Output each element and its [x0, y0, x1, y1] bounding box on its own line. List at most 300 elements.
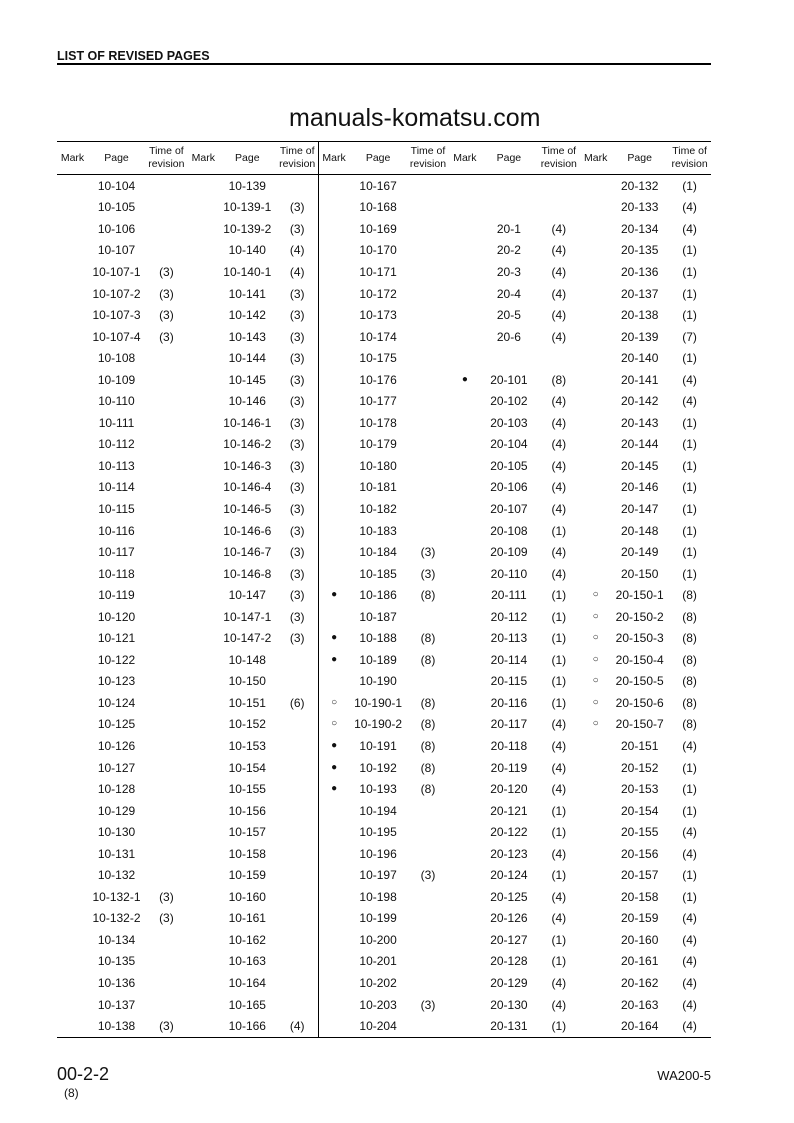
page-number: 10-121 [97, 631, 136, 646]
page-number: 20-156 [621, 846, 659, 861]
page-number: 10-151 [228, 695, 266, 710]
page-number: 10-204 [359, 1019, 397, 1034]
revision-number: (1) [551, 868, 567, 883]
revision-number: (1) [682, 243, 697, 258]
table-header [57, 141, 711, 175]
revision-number: (3) [289, 458, 305, 473]
page-number: 10-146-8 [223, 566, 272, 581]
page-number: 10-107-1 [92, 264, 141, 279]
table-row [57, 498, 711, 520]
revision-number: (4) [551, 221, 567, 236]
page-number: 20-127 [490, 932, 528, 947]
page-number: 20-109 [490, 545, 528, 560]
revision-mark: ● [461, 373, 468, 385]
table-row [57, 908, 711, 930]
revision-number: (3) [289, 609, 305, 624]
page-number: 10-184 [359, 545, 397, 560]
revision-number: (7) [682, 329, 697, 344]
revision-number: (8) [682, 717, 697, 732]
revision-number: (1) [682, 308, 697, 323]
revision-number: (4) [551, 889, 567, 904]
page-number: 20-153 [621, 782, 659, 797]
revision-number: (1) [551, 609, 567, 624]
footer-page-number: 00-2-2 [57, 1064, 110, 1084]
page-number: 10-169 [359, 221, 397, 236]
revision-mark: ○ [331, 696, 338, 708]
revision-mark: ○ [592, 675, 599, 687]
revision-number: (1) [682, 480, 697, 495]
page-number: 10-146-3 [223, 458, 272, 473]
page-number: 10-167 [359, 178, 397, 193]
revision-number: (1) [682, 286, 697, 301]
revision-number: (3) [289, 588, 305, 603]
revision-number: (4) [551, 480, 567, 495]
page-number: 10-196 [359, 846, 397, 861]
page-number: 10-128 [97, 782, 136, 797]
page-number: 10-139-2 [223, 221, 272, 236]
footer-revision: (8) [64, 1086, 79, 1100]
revision-number: (3) [289, 308, 305, 323]
revision-mark: ● [331, 739, 338, 751]
revision-number: (8) [682, 609, 697, 624]
page-number: 20-4 [496, 286, 521, 301]
page-number: 20-130 [490, 997, 528, 1012]
page-number: 10-143 [228, 329, 266, 344]
page-number: 10-131 [97, 846, 136, 861]
revision-mark: ● [331, 589, 338, 601]
revision-number: (3) [289, 631, 305, 646]
revised-pages-table [57, 175, 711, 1038]
revision-number: (1) [682, 868, 697, 883]
revision-number: (4) [551, 243, 567, 258]
revision-mark: ● [331, 632, 338, 644]
table-row [57, 627, 711, 649]
page-number: 10-189 [359, 652, 397, 667]
revision-number: (8) [420, 738, 436, 753]
revision-number: (4) [289, 1019, 305, 1034]
revision-number: (4) [551, 264, 567, 279]
revision-number: (4) [682, 738, 697, 753]
page-number: 10-118 [98, 566, 135, 581]
page-number: 10-146-6 [223, 523, 272, 538]
revision-number: (1) [682, 803, 697, 818]
page-number: 10-157 [228, 825, 266, 840]
page-number: 10-181 [359, 480, 397, 495]
page-number: 20-158 [621, 889, 659, 904]
revision-number: (3) [159, 308, 174, 323]
revision-number: (3) [159, 286, 174, 301]
page-number: 10-183 [359, 523, 397, 538]
watermark-text: manuals-komatsu.com [289, 104, 541, 132]
revision-number: (3) [289, 480, 305, 495]
page-number: 20-129 [490, 976, 528, 990]
page-number: 10-165 [228, 997, 266, 1012]
revision-number: (4) [682, 394, 697, 409]
page-number: 10-104 [97, 178, 136, 193]
page-number: 10-175 [359, 351, 397, 366]
revision-number: (3) [420, 566, 436, 581]
page-number: 10-146-7 [223, 545, 272, 560]
page-number: 10-190-2 [354, 717, 403, 732]
revision-number: (1) [682, 501, 697, 516]
page-number: 10-110 [98, 394, 135, 409]
page-number: 10-136 [97, 976, 136, 990]
column-header-time-of-revision: Time of revision [279, 145, 316, 170]
page-number: 10-112 [98, 437, 135, 452]
page-number: 10-146-4 [223, 480, 272, 495]
page-number: 10-201 [359, 954, 397, 969]
revision-number: (3) [159, 264, 174, 279]
column-header-mark: Mark [453, 151, 477, 164]
footer-model: WA200-5 [657, 1068, 711, 1083]
page-number: 20-157 [621, 868, 659, 883]
table-row [57, 671, 711, 693]
table-row [57, 240, 711, 262]
revision-number: (4) [551, 415, 567, 430]
page-number: 10-107 [97, 243, 136, 258]
page-number: 20-125 [490, 889, 528, 904]
page-number: 10-105 [97, 200, 136, 215]
revision-number: (4) [551, 545, 567, 560]
revision-number: (3) [289, 221, 305, 236]
page-number: 10-166 [228, 1019, 266, 1034]
revision-number: (8) [682, 652, 697, 667]
revision-number: (3) [289, 501, 305, 516]
page-number: 10-107-3 [92, 308, 141, 323]
table-row [57, 218, 711, 240]
revision-number: (4) [551, 566, 567, 581]
page-number: 20-124 [490, 868, 528, 883]
page-number: 10-146-2 [223, 437, 272, 452]
page-number: 20-160 [621, 932, 659, 947]
revision-number: (3) [289, 286, 305, 301]
page-number: 10-191 [359, 738, 397, 753]
page-number: 20-150-2 [615, 609, 664, 624]
revision-number: (4) [551, 717, 567, 732]
page-number: 20-145 [621, 458, 659, 473]
revision-number: (3) [420, 997, 436, 1012]
revision-number: (4) [551, 458, 567, 473]
page-number: 20-147 [621, 501, 659, 516]
page-number: 20-150-7 [615, 717, 664, 732]
document-title: LIST OF REVISED PAGES [57, 49, 210, 63]
revision-number: (6) [289, 695, 305, 710]
table-row [57, 757, 711, 779]
column-divider [318, 141, 320, 1038]
revision-number: (1) [682, 889, 697, 904]
column-header-page: Page [627, 151, 652, 164]
table-row [57, 175, 711, 197]
page-number: 10-122 [97, 652, 136, 667]
revision-number: (1) [682, 545, 697, 560]
page-number: 20-119 [490, 760, 528, 775]
revision-number: (4) [682, 954, 697, 969]
revision-number: (8) [420, 652, 436, 667]
revision-number: (1) [682, 566, 697, 581]
page-number: 20-150 [621, 566, 659, 581]
table-row [57, 563, 711, 585]
column-header-time-of-revision: Time of revision [148, 145, 185, 170]
revision-number: (3) [159, 1019, 174, 1034]
page-number: 10-140 [228, 243, 266, 258]
page-number: 20-150-3 [615, 631, 664, 646]
page-number: 10-145 [228, 372, 266, 387]
page-number: 10-198 [359, 889, 397, 904]
page-number: 10-129 [97, 803, 136, 818]
page-number: 10-190-1 [354, 695, 403, 710]
page-number: 20-138 [621, 308, 659, 323]
revision-number: (1) [551, 588, 567, 603]
table-row [57, 197, 711, 219]
table-row [57, 369, 711, 391]
page-number: 20-164 [621, 1019, 659, 1034]
page-number: 20-117 [490, 717, 528, 732]
page-number: 10-147 [228, 588, 266, 603]
page-number: 20-150-4 [615, 652, 664, 667]
page-number: 10-135 [97, 954, 136, 969]
table-row [57, 1015, 711, 1037]
revision-number: (4) [551, 911, 567, 926]
revision-number: (4) [682, 372, 697, 387]
page-number: 20-132 [621, 178, 659, 193]
revision-mark: ○ [592, 589, 599, 601]
revision-number: (8) [682, 695, 697, 710]
page-number: 10-137 [97, 997, 136, 1012]
revision-number: (4) [551, 976, 567, 990]
page-number: 10-159 [228, 868, 266, 883]
page-number: 20-106 [490, 480, 528, 495]
page-number: 20-155 [621, 825, 659, 840]
page-number: 10-190 [359, 674, 397, 689]
revision-number: (3) [159, 329, 174, 344]
page-number: 10-141 [228, 286, 266, 301]
page-number: 20-108 [490, 523, 528, 538]
page-number: 10-142 [228, 308, 266, 323]
page-number: 10-164 [228, 976, 266, 990]
page-number: 10-180 [359, 458, 397, 473]
page-number: 20-141 [621, 372, 659, 387]
page-number: 10-148 [228, 652, 266, 667]
page-number: 10-177 [359, 394, 397, 409]
revision-number: (4) [682, 1019, 697, 1034]
page-number: 20-161 [621, 954, 659, 969]
table-row [57, 347, 711, 369]
page-number: 20-110 [490, 566, 528, 581]
revision-number: (1) [551, 825, 567, 840]
table-row [57, 843, 711, 865]
page-number: 10-154 [228, 760, 266, 775]
revision-number: (3) [159, 889, 174, 904]
page-number: 20-137 [621, 286, 659, 301]
page-number: 10-117 [98, 545, 135, 560]
table-row [57, 584, 711, 606]
revision-number: (3) [420, 545, 436, 560]
page-number: 10-116 [98, 523, 135, 538]
revision-number: (1) [551, 954, 567, 969]
table-row [57, 800, 711, 822]
revision-number: (3) [289, 329, 305, 344]
page-number: 10-147-2 [223, 631, 272, 646]
page-number: 20-159 [621, 911, 659, 926]
page-number: 20-162 [621, 976, 659, 990]
page-number: 10-185 [359, 566, 397, 581]
column-header-time-of-revision: Time of revision [671, 145, 708, 170]
table-row [57, 434, 711, 456]
column-header-mark: Mark [322, 151, 346, 164]
revision-number: (4) [551, 308, 567, 323]
revision-number: (1) [682, 458, 697, 473]
revision-number: (4) [551, 738, 567, 753]
column-header-mark: Mark [60, 151, 85, 164]
revision-mark: ● [331, 783, 338, 795]
page-number: 20-139 [621, 329, 659, 344]
page-number: 20-133 [621, 200, 659, 215]
page-number: 20-142 [621, 394, 659, 409]
page-number: 20-134 [621, 221, 659, 236]
page-number: 20-140 [621, 351, 659, 366]
page-number: 20-146 [621, 480, 659, 495]
page-number: 20-102 [490, 394, 528, 409]
table-row [57, 972, 711, 994]
column-header-time-of-revision: Time of revision [540, 145, 577, 170]
page-number: 20-152 [621, 760, 659, 775]
table-row [57, 304, 711, 326]
revision-number: (4) [289, 264, 305, 279]
page-number: 10-202 [359, 976, 397, 990]
page-number: 10-139 [228, 178, 266, 193]
page-number: 20-150-1 [615, 588, 664, 603]
page-number: 10-173 [359, 308, 397, 323]
page-number: 10-179 [359, 437, 397, 452]
revision-number: (1) [682, 415, 697, 430]
table-row [57, 865, 711, 887]
table-row [57, 886, 711, 908]
revision-mark: ○ [592, 696, 599, 708]
page-number: 10-194 [359, 803, 397, 818]
revision-number: (3) [289, 523, 305, 538]
page-number: 10-163 [228, 954, 266, 969]
revision-number: (1) [682, 264, 697, 279]
page-number: 10-106 [97, 221, 136, 236]
page-number: 10-127 [97, 760, 136, 775]
revision-number: (4) [289, 243, 305, 258]
revision-number: (1) [551, 803, 567, 818]
column-header-page: Page [365, 151, 391, 164]
revision-number: (1) [682, 782, 697, 797]
page-number: 20-148 [621, 523, 659, 538]
page-number: 20-3 [496, 264, 521, 279]
table-row [57, 412, 711, 434]
column-header-mark: Mark [584, 151, 608, 164]
page-number: 20-111 [491, 588, 527, 603]
table-row [57, 520, 711, 542]
column-header-page: Page [104, 151, 129, 164]
page-number: 10-113 [98, 458, 135, 473]
page-number: 20-151 [621, 738, 659, 753]
revision-number: (4) [682, 846, 697, 861]
page-number: 20-112 [490, 609, 528, 624]
page-number: 10-200 [359, 932, 397, 947]
page-number: 10-171 [359, 264, 397, 279]
revision-number: (8) [682, 674, 697, 689]
revision-number: (4) [682, 997, 697, 1012]
revision-mark: ○ [592, 610, 599, 622]
page-number: 10-132-2 [92, 911, 141, 926]
page-number: 20-6 [496, 329, 521, 344]
page-number: 20-1 [496, 221, 521, 236]
page-number: 20-114 [490, 652, 528, 667]
page-number: 20-128 [490, 954, 528, 969]
page-number: 10-188 [359, 631, 397, 646]
revision-mark: ○ [331, 718, 338, 730]
page-number: 10-115 [98, 501, 135, 516]
revision-number: (1) [551, 695, 567, 710]
page-number: 20-144 [621, 437, 659, 452]
revision-number: (3) [289, 566, 305, 581]
page-number: 10-170 [359, 243, 397, 258]
page-number: 10-123 [97, 674, 136, 689]
revision-number: (4) [551, 329, 567, 344]
revision-mark: ○ [592, 632, 599, 644]
revision-number: (8) [420, 631, 436, 646]
page-number: 10-187 [359, 609, 397, 624]
page-number: 10-119 [98, 588, 135, 603]
column-header-time-of-revision: Time of revision [409, 145, 447, 170]
table-row [57, 606, 711, 628]
column-header-page: Page [496, 151, 522, 164]
page-number: 10-176 [359, 372, 397, 387]
page-number: 20-115 [490, 674, 528, 689]
revision-mark: ○ [592, 653, 599, 665]
page-number: 10-108 [97, 351, 136, 366]
revision-number: (4) [551, 782, 567, 797]
page-number: 10-156 [228, 803, 266, 818]
page-number: 20-163 [621, 997, 659, 1012]
table-row [57, 390, 711, 412]
revision-number: (3) [289, 200, 305, 215]
table-row [57, 541, 711, 563]
page-number: 10-146 [228, 394, 266, 409]
revision-number: (3) [289, 545, 305, 560]
page-number: 20-143 [621, 415, 659, 430]
revision-number: (4) [682, 221, 697, 236]
table-row [57, 283, 711, 305]
table-row [57, 778, 711, 800]
page-number: 10-174 [359, 329, 397, 344]
page-number: 10-178 [359, 415, 397, 430]
revision-mark: ○ [592, 718, 599, 730]
revision-number: (3) [289, 351, 305, 366]
page-number: 20-135 [621, 243, 659, 258]
table-row [57, 821, 711, 843]
page-number: 10-203 [359, 997, 397, 1012]
page-number: 10-109 [97, 372, 136, 387]
table-row [57, 477, 711, 499]
page-number: 10-107-4 [92, 329, 141, 344]
revision-number: (8) [682, 631, 697, 646]
table-row [57, 261, 711, 283]
page-number: 20-113 [490, 631, 528, 646]
page-number: 10-126 [97, 738, 136, 753]
page-number: 10-161 [228, 911, 266, 926]
page-number: 10-120 [97, 609, 136, 624]
page-number: 20-150-6 [615, 695, 664, 710]
table-row [57, 714, 711, 736]
page-number: 20-107 [490, 501, 528, 516]
page-number: 20-118 [490, 738, 528, 753]
revision-number: (4) [551, 846, 567, 861]
page-number: 10-182 [359, 501, 397, 516]
